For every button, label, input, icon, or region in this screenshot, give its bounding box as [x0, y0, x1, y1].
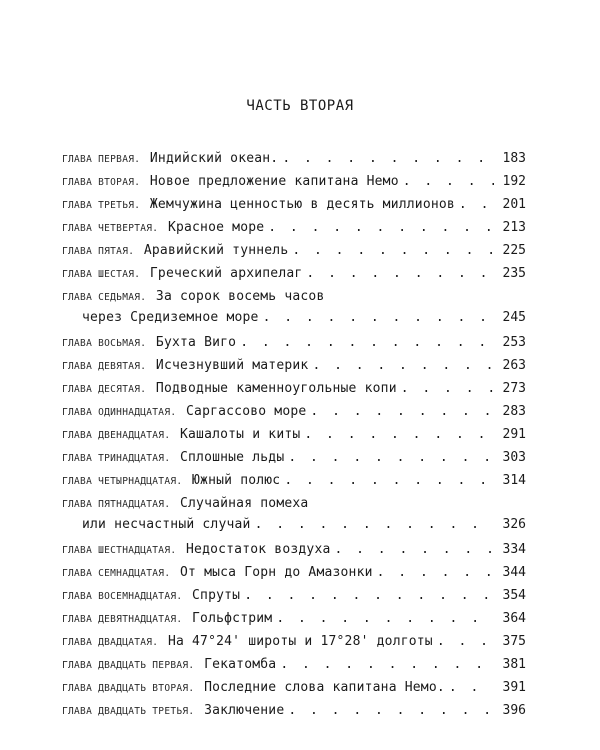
chapter-label: ГЛАВА ЧЕТВЕРТАЯ. — [62, 223, 159, 234]
toc-entry — [62, 191, 526, 215]
dot-leader — [255, 513, 494, 537]
toc-entry — [62, 605, 526, 629]
chapter-title: От мыса Горн до Амазонки — [180, 565, 373, 580]
chapter-label: ГЛАВА СЕМНАДЦАТАЯ. — [62, 568, 171, 579]
chapter-label: ГЛАВА ДЕВЯТАЯ. — [62, 361, 147, 372]
chapter-label: ГЛАВА ДЕСЯТАЯ. — [62, 384, 147, 395]
page-number: 283 — [502, 404, 526, 419]
chapter-title: Случайная помеха — [180, 496, 309, 511]
chapter-title: Индийский океан. — [149, 151, 279, 166]
toc-entry — [62, 559, 526, 583]
chapter-label: ГЛАВА ШЕСТНАДЦАТАЯ. — [62, 545, 177, 556]
chapter-label: ГЛАВА ДВЕНАДЦАТАЯ. — [62, 430, 171, 441]
toc-entry — [62, 375, 526, 399]
toc-entry — [62, 674, 526, 698]
toc-entry — [62, 145, 526, 169]
toc-entry — [62, 214, 526, 238]
chapter-label: ГЛАВА ПЕРВАЯ. — [62, 154, 141, 165]
page-number: 314 — [502, 473, 526, 488]
toc-entry — [62, 329, 526, 353]
chapter-label: ГЛАВА ВОСЕМНАДЦАТАЯ. — [62, 591, 183, 602]
page-number: 263 — [502, 358, 526, 373]
page-number: 201 — [502, 197, 526, 212]
chapter-title: Новое предложение капитана Немо — [149, 174, 399, 189]
chapter-title: Бухта Виго — [155, 335, 237, 350]
chapter-title: Исчезнувший материк — [155, 358, 309, 373]
toc-entry — [62, 651, 526, 675]
toc-entry — [62, 421, 526, 445]
toc-entry-continuation — [82, 513, 526, 537]
toc-entry — [62, 260, 526, 284]
chapter-title: Последние слова капитана Немо. — [204, 680, 445, 695]
page-number: 291 — [502, 427, 526, 442]
chapter-title: через Средиземное море — [82, 310, 259, 325]
chapter-title: Греческий архипелаг — [149, 266, 303, 281]
page-number: 334 — [502, 542, 526, 557]
toc-entry — [62, 467, 526, 491]
page-number: 396 — [502, 703, 526, 718]
toc-entry — [62, 490, 526, 514]
chapter-label: ГЛАВА ДВАДЦАТЬ ВТОРАЯ. — [62, 683, 195, 694]
chapter-title: Кашалоты и киты — [180, 427, 301, 442]
toc-entry-continuation — [82, 306, 526, 330]
chapter-label: ГЛАВА ПЯТНАДЦАТАЯ. — [62, 499, 171, 510]
page-number: 391 — [502, 680, 526, 695]
part-title: ЧАСТЬ ВТОРАЯ — [246, 98, 354, 114]
toc-entry — [62, 628, 526, 652]
toc-entry — [62, 237, 526, 261]
toc-entry — [62, 398, 526, 422]
page-number: 273 — [502, 381, 526, 396]
chapter-title: Гекатомба — [204, 657, 277, 672]
page-number: 253 — [502, 335, 526, 350]
chapter-title: Южный полюс — [192, 473, 281, 488]
chapter-title: Заключение — [204, 703, 285, 718]
chapter-label: ГЛАВА ДВАДЦАТАЯ. — [62, 637, 159, 648]
page-number: 381 — [502, 657, 526, 672]
toc-entry — [62, 283, 526, 307]
page-number: 326 — [502, 517, 526, 532]
toc-entry — [62, 352, 526, 376]
page-number: 192 — [502, 174, 526, 189]
chapter-label: ГЛАВА ДВАДЦАТЬ ПЕРВАЯ. — [62, 660, 195, 671]
toc-entry — [62, 536, 526, 560]
dot-leader — [263, 306, 494, 330]
chapter-label: ГЛАВА ТРЕТЬЯ. — [62, 200, 141, 211]
page-number: 245 — [502, 310, 526, 325]
page-number: 183 — [502, 151, 526, 166]
chapter-title: За сорок восемь часов — [155, 289, 325, 304]
toc-entry — [62, 697, 526, 721]
page-number: 235 — [502, 266, 526, 281]
chapter-label: ГЛАВА ДЕВЯТНАДЦАТАЯ. — [62, 614, 183, 625]
chapter-title: Недостаток воздуха — [186, 542, 331, 557]
chapter-title: Подводные каменноугольные копи — [155, 381, 397, 396]
chapter-label: ГЛАВА ПЯТАЯ. — [62, 246, 135, 257]
chapter-title: Гольфстрим — [192, 611, 273, 626]
page-number: 364 — [502, 611, 526, 626]
chapter-title: Аравийский туннель — [143, 243, 289, 258]
chapter-label: ГЛАВА ВОСЬМАЯ. — [62, 338, 147, 349]
chapter-label: ГЛАВА ВТОРАЯ. — [62, 177, 141, 188]
chapter-label: ГЛАВА ШЕСТАЯ. — [62, 269, 141, 280]
chapter-title: Сплошные льды — [180, 450, 285, 465]
chapter-title: На 47°24' широты и 17°28' долготы — [167, 634, 433, 649]
page-number: 354 — [502, 588, 526, 603]
chapter-title: Жемчужина ценностью в десять миллионов — [149, 197, 455, 212]
chapter-label: ГЛАВА СЕДЬМАЯ. — [62, 292, 147, 303]
chapter-label: ГЛАВА ОДИННАДЦАТАЯ. — [62, 407, 177, 418]
chapter-title: Красное море — [167, 220, 265, 235]
chapter-title: Саргассово море — [186, 404, 307, 419]
toc-entry — [62, 168, 526, 192]
toc-entry — [62, 582, 526, 606]
page-number: 344 — [502, 565, 526, 580]
chapter-title: Спруты — [192, 588, 241, 603]
chapter-label: ГЛАВА ДВАДЦАТЬ ТРЕТЬЯ. — [62, 706, 195, 717]
toc-entry — [62, 444, 526, 468]
page-number: 213 — [502, 220, 526, 235]
chapter-title: или несчастный случай — [82, 517, 251, 532]
chapter-label: ГЛАВА ЧЕТЫРНАДЦАТАЯ. — [62, 476, 183, 487]
page-number: 225 — [502, 243, 526, 258]
page-number: 375 — [502, 634, 526, 649]
page-number: 303 — [502, 450, 526, 465]
dot-leader — [288, 699, 494, 723]
chapter-label: ГЛАВА ТРИНАДЦАТАЯ. — [62, 453, 171, 464]
